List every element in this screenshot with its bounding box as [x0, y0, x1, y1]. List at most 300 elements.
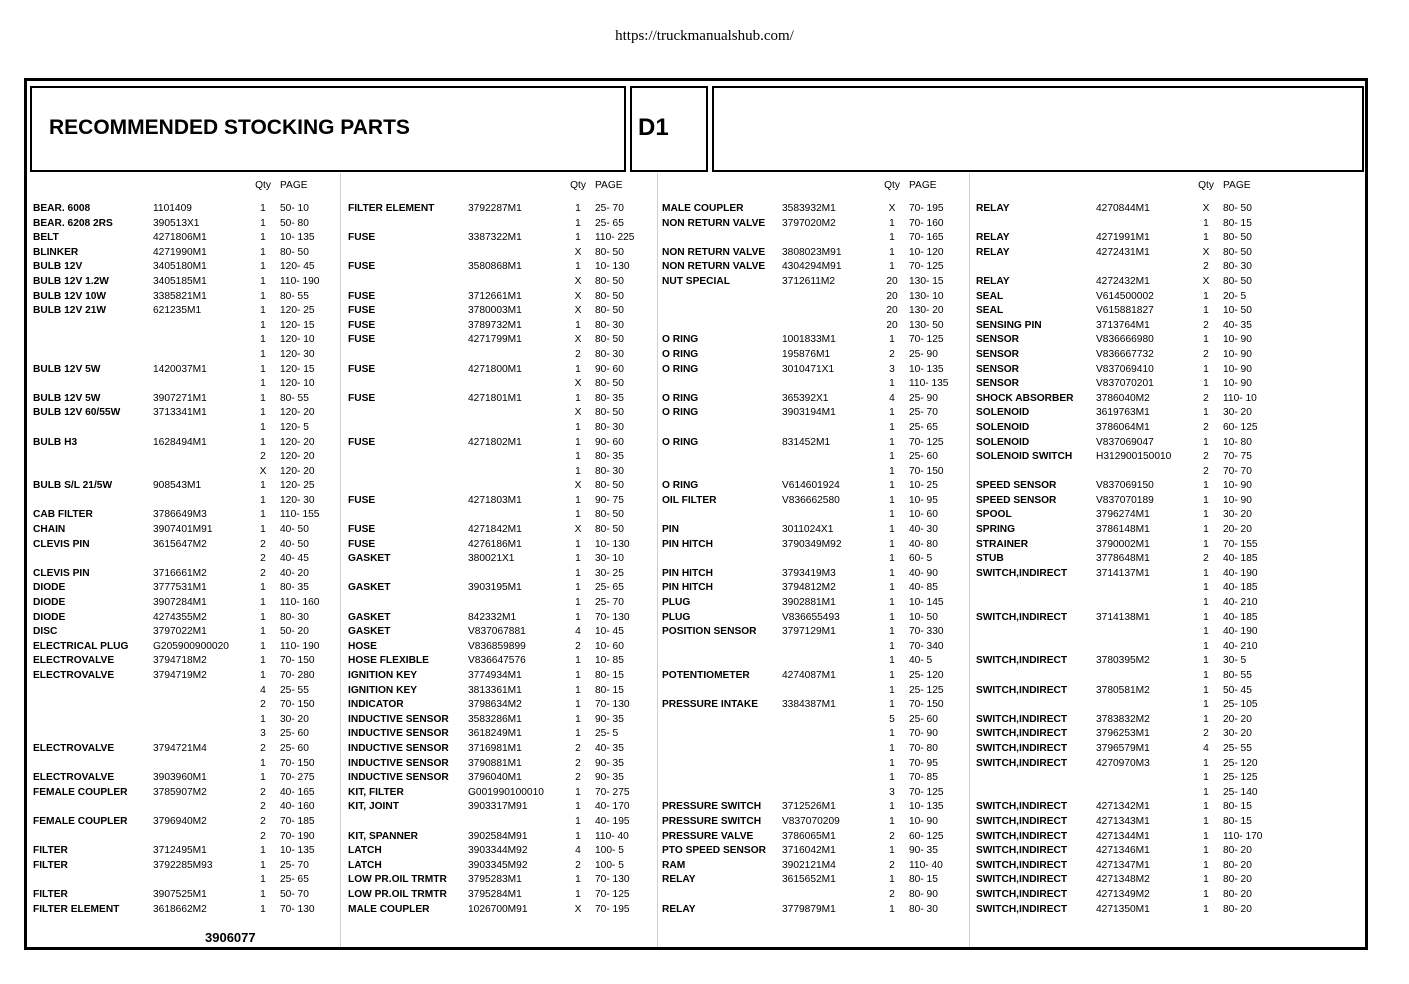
part-name: SWITCH,INDIRECT: [976, 567, 1068, 579]
part-name: BULB S/L 21/5W: [33, 480, 113, 492]
part-row: [662, 581, 972, 596]
column-header: [662, 178, 972, 202]
part-number: 3907401M91: [153, 524, 213, 536]
part-qty: 1: [260, 334, 266, 346]
part-number: 3712495M1: [153, 845, 207, 857]
part-row: [33, 436, 343, 451]
part-row: [662, 567, 972, 582]
part-number: 4271344M1: [1096, 830, 1150, 842]
part-name: SWITCH,INDIRECT: [976, 742, 1068, 754]
part-page: 130- 20: [909, 305, 944, 317]
part-row: [348, 319, 658, 334]
part-qty: 2: [575, 859, 581, 871]
part-qty: 1: [889, 815, 895, 827]
part-number: 3583932M1: [782, 203, 836, 214]
part-page: 25- 65: [595, 217, 624, 229]
part-row: [348, 611, 658, 626]
part-page: 10- 90: [1223, 494, 1252, 506]
part-name: PTO SPEED SENSOR: [662, 845, 766, 857]
part-page: 25- 120: [1223, 757, 1258, 769]
part-row: [348, 508, 658, 523]
part-name: PRESSURE SWITCH: [662, 815, 762, 827]
qty-header: Qty: [884, 180, 900, 191]
part-row: [662, 406, 972, 421]
part-qty: 1: [889, 261, 895, 273]
part-name: SHOCK ABSORBER: [976, 392, 1074, 404]
part-number: 4272431M1: [1096, 246, 1150, 258]
part-page: 80- 20: [1223, 859, 1252, 871]
part-row: [33, 304, 343, 319]
part-qty: 1: [1203, 684, 1209, 696]
column-header: [976, 178, 1286, 202]
part-page: 110- 190: [280, 275, 320, 287]
part-number: 831452M1: [782, 436, 831, 448]
part-row: [976, 815, 1286, 830]
part-qty: 3: [889, 786, 895, 798]
part-name: SWITCH,INDIRECT: [976, 757, 1068, 769]
part-page: 80- 50: [1223, 246, 1252, 258]
part-page: 100- 5: [595, 859, 624, 871]
part-number: V836667732: [1096, 348, 1154, 360]
part-name: BULB 12V 10W: [33, 290, 107, 302]
part-row: [662, 669, 972, 684]
part-row: [348, 421, 658, 436]
part-row: [976, 640, 1286, 655]
part-number: 3780003M1: [468, 305, 522, 317]
part-row: [976, 260, 1286, 275]
part-row: [33, 830, 343, 845]
part-page: 120- 20: [280, 407, 315, 419]
part-number: 3387322M1: [468, 232, 522, 244]
part-qty: 1: [889, 451, 895, 463]
part-number: 3785907M2: [153, 786, 207, 798]
part-qty: 1: [575, 728, 581, 740]
part-page: 25- 70: [595, 203, 624, 214]
part-name: DIODE: [33, 582, 66, 594]
part-page: 25- 55: [1223, 742, 1252, 754]
part-page: 120- 25: [280, 480, 315, 492]
part-page: 70- 70: [1223, 465, 1252, 477]
part-page: 10- 135: [280, 845, 315, 857]
part-page: 80- 50: [1223, 232, 1252, 244]
part-row: [33, 552, 343, 567]
part-page: 70- 150: [909, 699, 944, 711]
qty-header: Qty: [570, 180, 586, 191]
part-page: 25- 5: [595, 728, 619, 740]
part-row: [976, 508, 1286, 523]
part-row: [348, 494, 658, 509]
part-number: 3794812M2: [782, 582, 836, 594]
part-number: 3778648M1: [1096, 553, 1150, 565]
part-page: 70- 330: [909, 626, 944, 638]
part-number: 3794721M4: [153, 742, 207, 754]
part-row: [348, 377, 658, 392]
part-qty: 4: [1203, 742, 1209, 754]
part-row: [662, 888, 972, 903]
part-number: 3618249M1: [468, 728, 522, 740]
part-row: [662, 552, 972, 567]
part-page: 90- 75: [595, 494, 624, 506]
part-page: 25- 60: [280, 742, 309, 754]
part-qty: 1: [889, 436, 895, 448]
part-page: 25- 90: [909, 348, 938, 360]
column-header: [348, 178, 658, 202]
part-name: FUSE: [348, 494, 376, 506]
part-qty: 4: [889, 392, 895, 404]
part-name: O RING: [662, 407, 699, 419]
part-qty: 1: [575, 874, 581, 886]
part-qty: 1: [260, 480, 266, 492]
part-row: [33, 538, 343, 553]
part-qty: 2: [575, 772, 581, 784]
part-page: 70- 340: [909, 640, 944, 652]
part-qty: 1: [260, 670, 266, 681]
part-qty: 1: [260, 378, 266, 390]
part-number: 4271342M1: [1096, 801, 1150, 813]
part-qty: X: [574, 305, 582, 317]
part-row: [976, 903, 1286, 918]
part-number: 3615647M2: [153, 538, 207, 550]
part-page: 25- 60: [909, 451, 938, 463]
part-row: [348, 436, 658, 451]
part-name: DIODE: [33, 597, 66, 609]
part-page: 70- 125: [909, 436, 944, 448]
part-row: [33, 771, 343, 786]
part-name: SWITCH,INDIRECT: [976, 845, 1068, 857]
part-row: [33, 625, 343, 640]
part-row: [976, 436, 1286, 451]
part-row: [976, 450, 1286, 465]
part-qty: 2: [1203, 348, 1209, 360]
part-qty: 1: [575, 392, 581, 404]
part-row: [33, 465, 343, 480]
part-name: SOLENOID: [976, 407, 1030, 419]
part-qty: 1: [1203, 538, 1209, 550]
part-qty: 1: [260, 275, 266, 287]
part-page: 70- 90: [909, 728, 938, 740]
part-name: NON RETURN VALVE: [662, 217, 766, 229]
part-name: BULB 12V 60/55W: [33, 407, 121, 419]
part-number: 3712526M1: [782, 801, 836, 813]
part-page: 70- 125: [909, 786, 944, 798]
part-page: 120- 30: [280, 494, 315, 506]
part-number: 3903317M91: [468, 801, 528, 813]
part-name: STUB: [976, 553, 1004, 565]
part-row: [662, 830, 972, 845]
part-name: O RING: [662, 348, 699, 360]
part-number: V837067881: [468, 626, 526, 638]
part-qty: 1: [1203, 815, 1209, 827]
part-qty: X: [1202, 246, 1210, 258]
part-qty: 1: [260, 859, 266, 871]
part-row: [348, 800, 658, 815]
part-page: 25- 70: [909, 407, 938, 419]
part-page: 70- 155: [1223, 538, 1258, 550]
part-number: 3780581M2: [1096, 684, 1150, 696]
part-page: 40- 195: [595, 815, 630, 827]
section-code: D1: [638, 114, 669, 141]
part-name: DISC: [33, 626, 58, 638]
part-page: 70- 195: [909, 203, 944, 214]
part-qty: 2: [889, 348, 895, 360]
part-name: SWITCH,INDIRECT: [976, 713, 1068, 725]
part-page: 60- 125: [1223, 421, 1258, 433]
part-row: [976, 494, 1286, 509]
part-page: 10- 50: [1223, 305, 1252, 317]
part-qty: 1: [1203, 217, 1209, 229]
part-name: ELECTROVALVE: [33, 655, 115, 667]
part-page: 25- 70: [280, 859, 309, 871]
part-qty: 1: [889, 742, 895, 754]
part-qty: 1: [889, 582, 895, 594]
part-name: LOW PR.OIL TRMTR: [348, 888, 447, 900]
part-qty: 1: [1203, 859, 1209, 871]
part-row: [33, 290, 343, 305]
part-row: [976, 479, 1286, 494]
part-page: 80- 15: [1223, 217, 1252, 229]
part-qty: 1: [575, 684, 581, 696]
part-number: 3903195M1: [468, 582, 522, 594]
part-name: SWITCH,INDIRECT: [976, 859, 1068, 871]
part-page: 25- 105: [1223, 699, 1258, 711]
part-qty: 1: [1203, 801, 1209, 813]
part-number: 4271990M1: [153, 246, 207, 258]
part-number: 4271802M1: [468, 436, 522, 448]
part-number: 3796253M1: [1096, 728, 1150, 740]
part-qty: 2: [260, 815, 266, 827]
part-number: 4271350M1: [1096, 903, 1150, 915]
part-name: MALE COUPLER: [348, 903, 430, 915]
part-page: 80- 50: [1223, 203, 1252, 214]
part-qty: 1: [260, 845, 266, 857]
part-name: LATCH: [348, 845, 382, 857]
part-number: 3794718M2: [153, 655, 207, 667]
part-row: [348, 246, 658, 261]
part-number: 390513X1: [153, 217, 200, 229]
part-row: [662, 479, 972, 494]
part-page: 80- 50: [280, 246, 309, 258]
part-name: FUSE: [348, 305, 376, 317]
part-row: [976, 742, 1286, 757]
part-row: [33, 246, 343, 261]
part-page: 130- 50: [909, 319, 944, 331]
part-page: 80- 50: [595, 407, 624, 419]
part-name: PLUG: [662, 597, 691, 609]
part-name: BULB H3: [33, 436, 78, 448]
part-qty: 1: [260, 217, 266, 229]
part-number: V836859899: [468, 640, 526, 652]
part-qty: 2: [575, 348, 581, 360]
part-page: 80- 50: [595, 246, 624, 258]
part-name: KIT, FILTER: [348, 786, 404, 798]
part-qty: 1: [260, 611, 266, 623]
part-number: 3907525M1: [153, 888, 207, 900]
part-row: [976, 684, 1286, 699]
part-number: 4271348M2: [1096, 874, 1150, 886]
part-name: SWITCH,INDIRECT: [976, 684, 1068, 696]
part-page: 80- 15: [1223, 801, 1252, 813]
part-page: 30- 10: [595, 553, 624, 565]
part-page: 80- 35: [595, 451, 624, 463]
part-number: 3797129M1: [782, 626, 836, 638]
part-page: 60- 125: [909, 830, 944, 842]
part-page: 70- 85: [909, 772, 938, 784]
part-page: 80- 50: [595, 480, 624, 492]
part-page: 110- 40: [595, 830, 629, 842]
part-qty: 2: [1203, 553, 1209, 565]
part-number: 3786040M2: [1096, 392, 1150, 404]
part-qty: 1: [575, 655, 581, 667]
part-qty: 1: [575, 786, 581, 798]
part-row: [348, 275, 658, 290]
part-qty: 1: [575, 888, 581, 900]
part-qty: 1: [575, 203, 581, 214]
part-row: [348, 786, 658, 801]
part-qty: 1: [260, 888, 266, 900]
part-number: 842332M1: [468, 611, 517, 623]
part-qty: 1: [575, 611, 581, 623]
part-name: SEAL: [976, 290, 1004, 302]
part-qty: 1: [1203, 597, 1209, 609]
part-row: [348, 406, 658, 421]
part-page: 80- 30: [595, 421, 624, 433]
part-number: 1101409: [153, 203, 192, 214]
part-page: 80- 35: [595, 392, 624, 404]
part-row: [662, 363, 972, 378]
part-row: [976, 596, 1286, 611]
part-row: [33, 392, 343, 407]
part-number: 365392X1: [782, 392, 829, 404]
part-page: 80- 15: [595, 670, 624, 681]
part-name: NON RETURN VALVE: [662, 246, 766, 258]
part-number: 3789732M1: [468, 319, 522, 331]
part-name: SWITCH,INDIRECT: [976, 888, 1068, 900]
part-qty: 1: [889, 655, 895, 667]
part-number: 3580868M1: [468, 261, 522, 273]
part-row: [348, 523, 658, 538]
part-page: 80- 55: [1223, 670, 1252, 681]
part-qty: 1: [575, 436, 581, 448]
part-name: BELT: [33, 232, 59, 244]
part-number: 3796579M1: [1096, 742, 1150, 754]
part-qty: 2: [575, 640, 581, 652]
part-row: [33, 654, 343, 669]
part-page: 30- 20: [280, 713, 309, 725]
part-number: 4271801M1: [468, 392, 522, 404]
part-page: 80- 20: [1223, 845, 1252, 857]
part-qty: 1: [260, 626, 266, 638]
part-row: [976, 421, 1286, 436]
part-page: 25- 125: [909, 684, 944, 696]
source-url: https://truckmanualshub.com/: [615, 28, 794, 44]
part-page: 25- 65: [280, 874, 309, 886]
part-page: 70- 80: [909, 742, 938, 754]
part-qty: 1: [1203, 699, 1209, 711]
part-page: 25- 55: [280, 684, 309, 696]
part-page: 25- 70: [595, 597, 624, 609]
part-qty: 1: [575, 538, 581, 550]
part-row: [976, 523, 1286, 538]
part-page: 40- 190: [1223, 626, 1258, 638]
part-number: G205900900020: [153, 640, 229, 652]
part-number: 3790349M92: [782, 538, 842, 550]
part-number: 3902121M4: [782, 859, 836, 871]
part-name: MALE COUPLER: [662, 203, 744, 214]
part-page: 30- 20: [1223, 509, 1252, 521]
part-number: 3384387M1: [782, 699, 836, 711]
part-number: 3793419M3: [782, 567, 836, 579]
part-page: 80- 55: [280, 290, 309, 302]
part-row: [348, 231, 658, 246]
part-number: 3405185M1: [153, 275, 207, 287]
part-number: 3774934M1: [468, 670, 522, 681]
part-page: 120- 25: [280, 305, 315, 317]
part-qty: 2: [260, 538, 266, 550]
part-row: [33, 319, 343, 334]
part-name: CAB FILTER: [33, 509, 93, 521]
part-page: 80- 30: [1223, 261, 1252, 273]
part-qty: 20: [886, 305, 898, 317]
part-number: 3798634M2: [468, 699, 522, 711]
part-page: 80- 50: [595, 275, 624, 287]
part-qty: X: [574, 903, 582, 915]
part-qty: 1: [889, 421, 895, 433]
part-row: [33, 275, 343, 290]
part-page: 120- 30: [280, 348, 315, 360]
part-qty: 1: [260, 640, 266, 652]
part-row: [976, 465, 1286, 480]
part-qty: 1: [889, 378, 895, 390]
part-page: 70- 130: [595, 699, 630, 711]
part-qty: 1: [575, 232, 581, 244]
part-name: KIT, JOINT: [348, 801, 399, 813]
part-row: [348, 596, 658, 611]
part-page: 10- 135: [280, 232, 315, 244]
part-number: 4271347M1: [1096, 859, 1150, 871]
part-name: FUSE: [348, 334, 376, 346]
part-number: 3786064M1: [1096, 421, 1150, 433]
part-qty: 20: [886, 319, 898, 331]
part-page: 70- 280: [280, 670, 315, 681]
part-number: 195876M1: [782, 348, 831, 360]
part-row: [976, 304, 1286, 319]
part-page: 20- 20: [1223, 713, 1252, 725]
qty-header: Qty: [255, 180, 271, 191]
part-name: PIN HITCH: [662, 582, 713, 594]
part-name: PRESSURE SWITCH: [662, 801, 762, 813]
part-number: 621235M1: [153, 305, 202, 317]
part-qty: 1: [260, 655, 266, 667]
part-name: RELAY: [662, 903, 696, 915]
part-name: SWITCH,INDIRECT: [976, 874, 1068, 886]
parts-column-2: [348, 178, 658, 917]
part-qty: 1: [889, 772, 895, 784]
part-page: 10- 45: [595, 626, 624, 638]
part-row: [662, 450, 972, 465]
part-row: [976, 611, 1286, 626]
part-name: FILTER: [33, 845, 68, 857]
part-qty: 4: [575, 845, 581, 857]
part-name: HOSE FLEXIBLE: [348, 655, 429, 667]
part-qty: 1: [260, 903, 266, 915]
part-name: HOSE: [348, 640, 377, 652]
part-number: 4271346M1: [1096, 845, 1150, 857]
part-row: [33, 479, 343, 494]
page-header: PAGE: [909, 180, 937, 191]
part-page: 10- 90: [1223, 480, 1252, 492]
part-row: [348, 654, 658, 669]
part-qty: 1: [260, 348, 266, 360]
